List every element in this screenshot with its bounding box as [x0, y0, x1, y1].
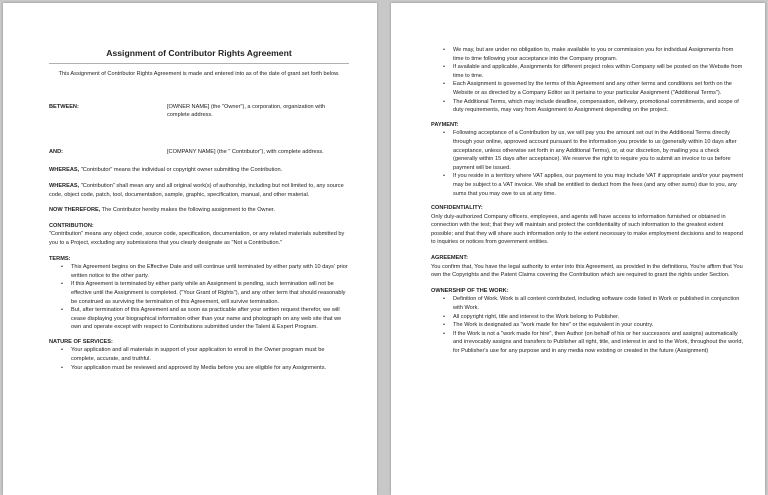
between-text: [OWNER NAME] (the "Owner"), a corporation, organization with complete address. [167, 103, 326, 119]
list-item: • Definition of Work. Work is all content contributed, including software code listed in Work or published in conjunction with Work. [453, 295, 745, 312]
list-item: • Your application must be reviewed and approved by Media before you are eligible for any Assignments. [71, 364, 349, 373]
confidentiality-text: Only duly-authorized Company officers, employees, and agents will have access to information furnished or obtained in connection with the test; that they will maintain and protect the confidentiality of such information to the greatest extent possible; and that they will share such information only to the extent necessary to make employment decisions and to respond to inquiries or notices from government entities. [431, 213, 743, 246]
whereas-1-bold: WHEREAS, [49, 167, 80, 174]
now-therefore [49, 206, 349, 215]
list-item: • Your application and all materials in support of your application to enroll in the Owner program must be complete, accurate, and truthful. [71, 346, 349, 363]
list-item: • The Additional Terms, which may include deadline, compensation, delivery, promotional commitments, and scope of duty requirements, may vary from Assignment to Assignment depending on the project. [453, 98, 745, 115]
list-item: • If you reside in a territory where VAT applies, our payment to you may include VAT if appropriate and/or your payment may be subject to a VAT invoice. We shall be entitled to deduct from the fees (and any other sums) due to you, any sums that you may owe to us at any time. [453, 172, 745, 198]
list-item: • This Agreement begins on the Effective Date and will continue until terminated by either party with 10 days' prior written notice to the other party. [71, 263, 349, 280]
ownership-list [431, 295, 745, 355]
list-item: • If the Work is not a "work made for hire", then Author (on behalf of his or her successors and assigns) automatically and irrevocably assigns and transfers to Publisher all right, title, and interest in and to the Work, throughout the world, for Publisher's use for any purpose and in any media now existing or created in the future (Assignment) [453, 330, 745, 356]
whereas-contribution [49, 182, 349, 199]
between-label: BETWEEN: [49, 103, 79, 110]
nature-list [49, 346, 349, 372]
now-bold: NOW THEREFORE, [49, 207, 101, 214]
between-party [49, 103, 349, 120]
terms-heading: TERMS: [49, 255, 71, 262]
list-item: • If this Agreement is terminated by either party while an Assignment is pending, such termination will not be effective until the Assignment is completed. ("Your Grant of Rights"), and any other term that should reasonably be construed as surviving the termination of this Agreement, will survive termination. [71, 280, 349, 306]
list-item: • If available and applicable, Assignments for different project roles within Company will be posted on the Website from time to time. [453, 63, 745, 80]
list-item: • But, after termination of this Agreement and as soon as practicable after your written request therefor, we will cease displaying your biographical information other than your name and photograph on any web site that we own and operate except with respect to Contributions submitted under the Talent & Expert Program. [71, 306, 349, 332]
contribution-heading: CONTRIBUTION: [49, 222, 94, 229]
list-item: • Each Assignment is governed by the terms of this Agreement and any other terms and conditions set forth on the Website or as directed by a Company Editor as it pertains to your particular Assignment ("Additional Terms"). [453, 80, 745, 97]
and-party [49, 148, 349, 157]
agreement-text: You confirm that, You have the legal authority to enter into this Agreement, as provided in the definitions, You're affirm that You own the Copyrights and the Patent Claims covering the Contribution which are required to grant the rights under Section. [431, 263, 743, 279]
contribution-text: "Contribution" means any object code, source code, specification, documentation, or any related materials submitted by you to a Project, excluding any submissions that you clearly designate as "Not a Contribution." [49, 231, 345, 246]
list-item: • All copyright right, title and interest to the Work belong to Publisher. [453, 313, 745, 322]
assignment-list [431, 46, 745, 115]
ownership-heading: OWNERSHIP OF THE WORK: [431, 287, 509, 294]
terms-list [49, 263, 349, 332]
nature-heading: NATURE OF SERVICES: [49, 338, 113, 345]
whereas-2-bold: WHEREAS, [49, 182, 80, 189]
payment-list [431, 129, 745, 198]
whereas-contributor [49, 166, 349, 175]
list-item: • Following acceptance of a Contribution by us, we will pay you the amount set out in the Additional Terms directly through your online, approved account pursuant to the information you provide to us (generally within 10 days after acceptance, unless otherwise set forth in any Additional Terms), or, at our discretion, by mailing you a check (generally within 15 days after acceptance). We reserve the right to require you to submit an invoice to us before payment will be issued. [453, 129, 745, 172]
document-page-left [3, 3, 377, 495]
list-item: • The Work is designated as "work made for hire" or the equivalent in your country. [453, 321, 745, 330]
agreement-heading: AGREEMENT: [431, 255, 468, 262]
and-label: AND: [49, 148, 63, 155]
list-item: • We may, but are under no obligation to, make available to you or commission you for individual Assignments from time to time following your acceptance into the Company program. [453, 46, 745, 63]
and-text: [COMPANY NAME] (the " Contributor"), with complete address. [167, 148, 324, 155]
document-title: Assignment of Contributor Rights Agreement [106, 48, 292, 58]
whereas-1-text: "Contributor" means the individual or copyright owner submitting the Contribution. [79, 167, 283, 174]
now-text: The Contributor hereby makes the following assignment to the Owner. [100, 207, 275, 214]
intro-paragraph: This Assignment of Contributor Rights Agreement is made and entered into as of the date of grant set forth below. [58, 71, 340, 77]
document-page-right [391, 3, 765, 495]
payment-heading: PAYMENT: [431, 121, 459, 128]
title-underline [49, 63, 349, 64]
confidentiality-heading: CONFIDENTIALITY: [431, 205, 483, 212]
whereas-2-text: "Contribution" shall mean any and all original work(s) of authorship, including but not limited to, any source code, object code, patch, tool, documentation, sample, graphic, specification, manual, and other material. [49, 182, 344, 198]
